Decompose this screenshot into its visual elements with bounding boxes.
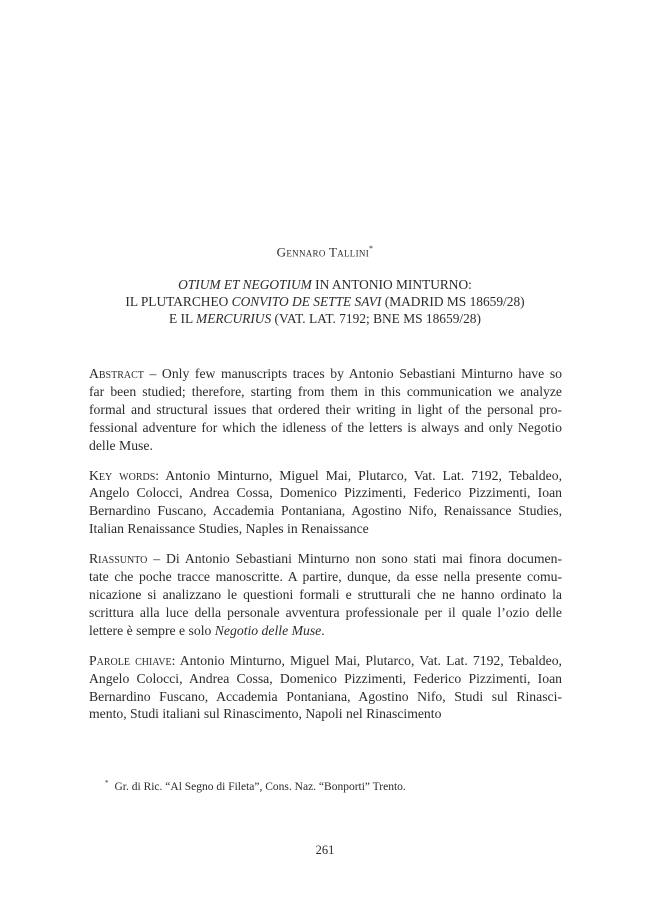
parole-chiave-label: Parole chiave: [89,652,176,668]
page-number: 261 [315,843,335,857]
abstract-paragraph: Abstract – Only few manuscripts traces by Antonio Sebastiani Minturno have so far been studied; therefore, starting from them in this communication we analyze formal and structural issues that ordered their writing in light of the personal pro- fessional adventure for which the idleness of the letters is always and only Negotio delle Muse. [89,366,562,453]
parole-chiave-paragraph: Parole chiave: Antonio Minturno, Miguel Mai, Plutarco, Vat. Lat. 7192, Tebaldeo, Angelo Colocci, Andrea Cossa, Domenico Pizzimenti, Federico Pizzimenti, Ioan Bernardino Fuscano, Accademia Pontaniana, Agostino Nifo, Studi sul Rinasci- mento, Studi italiani sul Rinascimento, Napoli nel Rinascimento [89,652,562,722]
title-line-1: OTIUM ET NEGOTIUM IN ANTONIO MINTURNO: [178,277,472,292]
keywords-paragraph: Key words: Antonio Minturno, Miguel Mai, Plutarco, Vat. Lat. 7192, Tebaldeo, Angelo Colocci, Andrea Cossa, Domenico Pizzimenti, Federico Pizzimenti, Ioan Bernardino Fuscano, Accademia Pontaniana, Agostino Nifo, Renaissance Studies, Italian Renaissance Studies, Naples in Renaissance [89,467,562,537]
article-title [80,276,570,327]
riassunto-paragraph: Riassunto – Di Antonio Sebastiani Minturno non sono stati mai finora documen- tate che poche tracce manoscritte. A partire, dunque, da esse nella presente comu- nicazione si analizzano le questioni formali e strutturali che ne hanno ordinato la scrittura alla luce della personale avventura professionale per il quale l’ozio delle lettere è sempre e solo Negotio delle Muse. [89,551,562,638]
author-footnote-marker: * [369,244,374,253]
author-name: Gennaro Tallini* [276,244,374,260]
title-line-3: E IL MERCURIUS (VAT. LAT. 7192; BNE MS 18659/28) [169,311,481,326]
keywords-label: Key words: [89,467,160,483]
riassunto-label: Riassunto [89,551,148,567]
footnote [105,779,565,793]
title-line-2: IL PLUTARCHEO CONVITO DE SETTE SAVI (MADRID MS 18659/28) [125,294,525,309]
footnote-text: Gr. di Ric. “Al Segno di Fileta”, Cons. Naz. “Bonporti” Trento. [114,780,406,793]
article-front-matter [89,365,562,735]
abstract-label: Abstract [89,366,144,381]
footnote-marker: * [105,779,109,787]
